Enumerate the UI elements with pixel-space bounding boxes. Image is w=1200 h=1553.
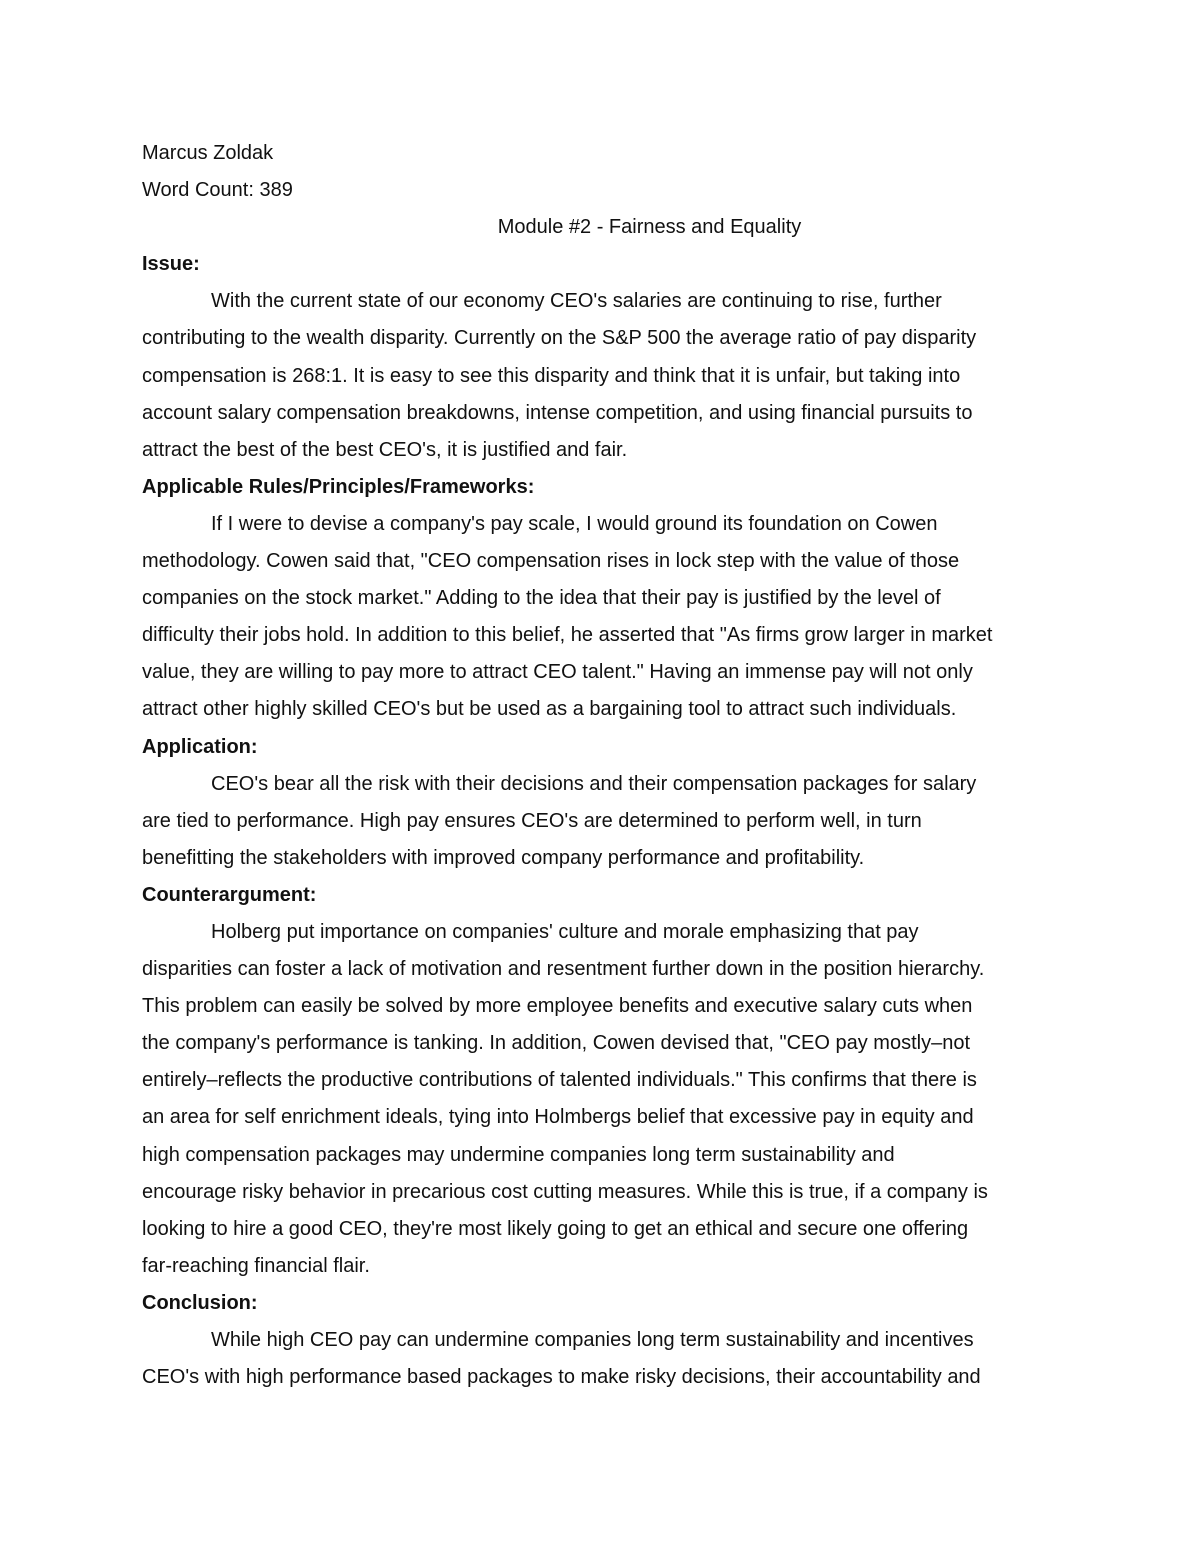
body-text-line: This problem can easily be solved by more employee benefits and executive salary cuts when	[142, 995, 973, 1018]
body-text-line: compensation is 268:1. It is easy to see this disparity and think that it is unfair, but taking into	[142, 364, 961, 387]
word-count: Word Count: 389	[142, 179, 293, 202]
body-text-line: are tied to performance. High pay ensures CEO's are determined to perform well, in turn	[142, 809, 922, 832]
body-text-line: methodology. Cowen said that, "CEO compensation rises in lock step with the value of those	[142, 550, 960, 573]
body-text-line: benefitting the stakeholders with improved company performance and profitability.	[142, 846, 865, 869]
body-text-line: attract other highly skilled CEO's but be used as a bargaining tool to attract such individuals.	[142, 698, 957, 721]
body-text-line: CEO's with high performance based packages to make risky decisions, their accountability and	[142, 1366, 981, 1389]
body-text-line: attract the best of the best CEO's, it is justified and fair.	[142, 438, 628, 461]
document-page	[142, 135, 1062, 1396]
body-text-line: the company's performance is tanking. In addition, Cowen devised that, "CEO pay mostly–not	[142, 1032, 971, 1055]
body-text-line: looking to hire a good CEO, they're most likely going to get an ethical and secure one offering	[142, 1217, 969, 1240]
body-text-line: far-reaching financial flair.	[142, 1254, 370, 1277]
body-text-line: account salary compensation breakdowns, intense competition, and using financial pursuits to	[142, 401, 973, 424]
section-heading: Applicable Rules/Principles/Frameworks:	[142, 475, 535, 498]
body-text-line: If I were to devise a company's pay scale, I would ground its foundation on Cowen	[211, 512, 938, 535]
body-text-line: encourage risky behavior in precarious cost cutting measures. While this is true, if a company is	[142, 1180, 988, 1203]
body-text-line: entirely–reflects the productive contributions of talented individuals." This confirms that there is	[142, 1069, 977, 1092]
body-text-line: disparities can foster a lack of motivation and resentment further down in the position hierarchy.	[142, 958, 985, 981]
body-text-line: an area for self enrichment ideals, tying into Holmbergs belief that excessive pay in equity and	[142, 1106, 974, 1129]
body-text-line: companies on the stock market." Adding to the idea that their pay is justified by the level of	[142, 587, 941, 610]
section-heading: Issue:	[142, 253, 200, 276]
body-text-line: contributing to the wealth disparity. Currently on the S&P 500 the average ratio of pay disparity	[142, 327, 977, 350]
body-text-line: Holberg put importance on companies' culture and morale emphasizing that pay	[211, 920, 919, 943]
section-heading: Conclusion:	[142, 1291, 258, 1314]
body-text-line: With the current state of our economy CEO's salaries are continuing to rise, further	[211, 290, 942, 313]
body-text-line: value, they are willing to pay more to attract CEO talent." Having an immense pay will not only	[142, 661, 973, 684]
section-heading: Counterargument:	[142, 883, 317, 906]
body-text-line: difficulty their jobs hold. In addition to this belief, he asserted that "As firms grow larger in market	[142, 624, 993, 647]
body-text-line: CEO's bear all the risk with their decisions and their compensation packages for salary	[211, 772, 977, 795]
section-heading: Application:	[142, 735, 258, 758]
document-title: Module #2 - Fairness and Equality	[497, 216, 802, 239]
document-body	[142, 246, 1062, 1396]
body-text-line: high compensation packages may undermine companies long term sustainability and	[142, 1143, 895, 1166]
author-name: Marcus Zoldak	[142, 142, 274, 164]
body-text-line: While high CEO pay can undermine companies long term sustainability and incentives	[211, 1329, 974, 1351]
